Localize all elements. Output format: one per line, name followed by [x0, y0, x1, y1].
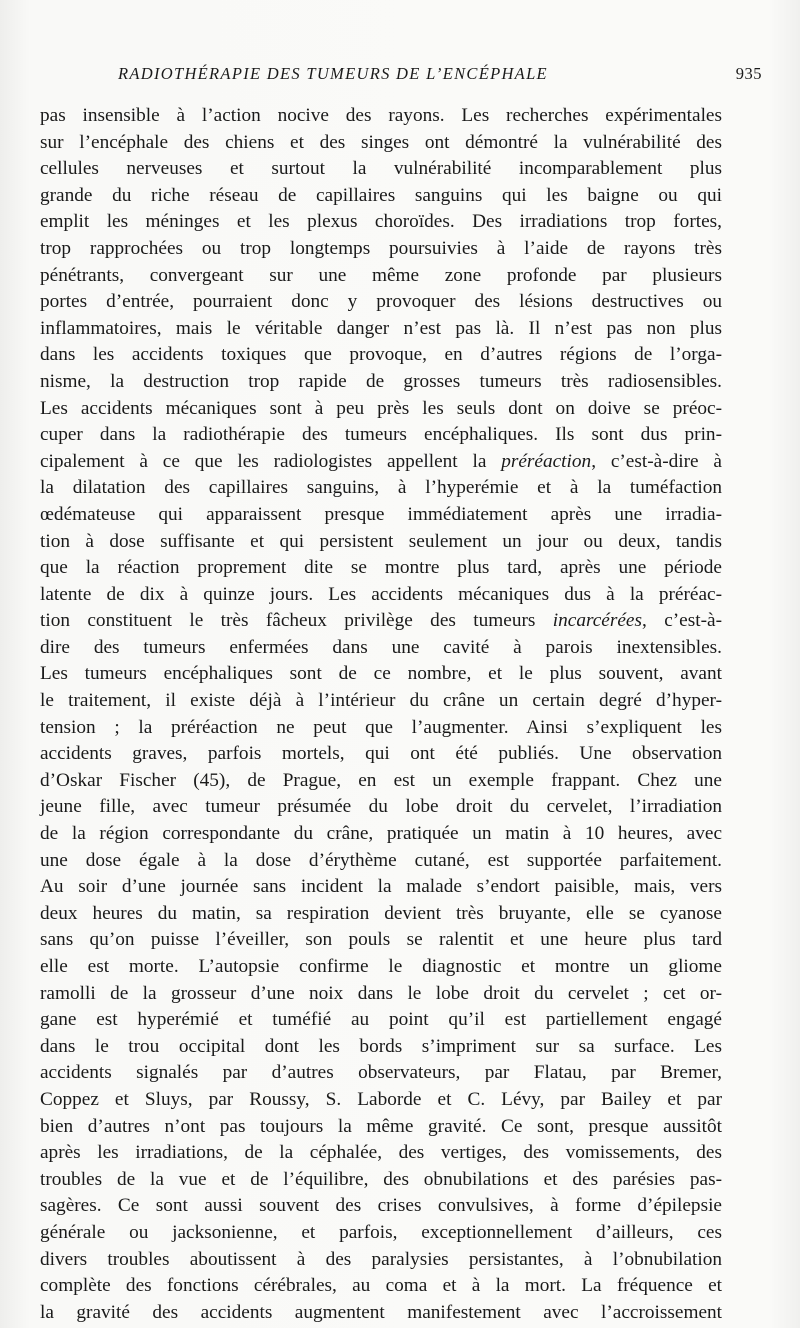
text-line: [40, 156, 722, 183]
text-segment: complète des fonctions cérébrales, au coma et à la mort. La fréquence et: [40, 1275, 722, 1297]
text-segment: cellules nerveuses et surtout la vulnérabilité incomparablement plus: [40, 158, 722, 180]
text-segment: accidents signalés par d’autres observateurs, par Flatau, par Bremer,: [40, 1062, 722, 1084]
text-line: [40, 342, 722, 369]
running-head: [40, 64, 762, 88]
text-segment: Coppez et Sluys, par Roussy, S. Laborde et C. Lévy, par Bailey et par: [40, 1088, 722, 1110]
text-segment: pas insensible à l’action nocive des rayons. Les recherches expérimentales: [40, 105, 722, 126]
text-segment: que la réaction proprement dite se montre plus tard, après une période: [40, 557, 722, 579]
text-line: [40, 715, 722, 742]
text-line: [40, 1034, 722, 1061]
text-line: [40, 289, 722, 316]
text-segment: troubles de la vue et de l’équilibre, des obnubilations et des parésies pas-: [40, 1168, 722, 1190]
text-segment: dans les accidents toxiques que provoque, en d’autres régions de l’orga-: [40, 344, 722, 366]
text-segment: œdémateuse qui apparaissent presque immédiatement après une irradia-: [40, 503, 722, 525]
text-line: [40, 555, 722, 582]
text-line: [40, 848, 722, 875]
text-line: [40, 741, 722, 768]
text-segment: portes d’entrée, pourraient donc y provoquer des lésions destructives ou: [40, 291, 722, 313]
text-segment: Au soir d’une journée sans incident la malade s’endort paisible, mais, vers: [40, 876, 722, 898]
text-line: [40, 1007, 722, 1034]
text-segment: sans qu’on puisse l’éveiller, son pouls se ralentit et une heure plus tard: [40, 929, 722, 951]
text-segment: une dose égale à la dose d’érythème cutané, est supportée parfaitement.: [40, 849, 722, 871]
text-line: [40, 1247, 722, 1274]
text-segment: Les tumeurs encéphaliques sont de ce nombre, et le plus souvent, avant: [40, 663, 722, 685]
text-segment: Les accidents mécaniques sont à peu près les seuls dont on doive se préoc-: [40, 397, 722, 419]
text-line: [40, 661, 722, 688]
text-line: [40, 1273, 722, 1300]
text-line: [40, 635, 722, 662]
text-segment: générale ou jacksonienne, et parfois, exceptionnellement d’ailleurs, ces: [40, 1221, 722, 1243]
text-segment: divers troubles aboutissent à des paralysies persistantes, à l’obnubilation: [40, 1248, 722, 1270]
text-line: [40, 183, 722, 210]
text-segment: d’Oskar Fischer (45), de Prague, en est un exemple frappant. Chez une: [40, 769, 722, 791]
text-segment: jeune fille, avec tumeur présumée du lobe droit du cervelet, l’irradiation: [40, 796, 722, 818]
page-number: 935: [735, 64, 762, 83]
text-line: [40, 449, 722, 476]
text-line: [40, 1087, 722, 1114]
text-segment: de la région correspondante du crâne, pratiquée un matin à 10 heures, avec: [40, 823, 722, 845]
text-segment: le traitement, il existe déjà à l’intérieur du crâne un certain degré d’hyper-: [40, 690, 722, 712]
text-segment: cuper dans la radiothérapie des tumeurs encéphaliques. Ils sont dus prin-: [40, 424, 722, 446]
text-segment: nisme, la destruction trop rapide de grosses tumeurs très radiosensibles.: [40, 370, 722, 392]
body-paragraph: [40, 103, 722, 1326]
text-segment: grande du riche réseau de capillaires sanguins qui les baigne ou qui: [40, 184, 722, 206]
text-segment: tion constituent le très fâcheux privilège des tumeurs: [40, 610, 553, 632]
text-segment: , c’est-à-: [642, 610, 722, 632]
text-line: [40, 236, 722, 263]
text-line: [40, 103, 722, 130]
text-line: [40, 130, 722, 157]
text-segment: gane est hyperémié et tuméfié au point qu’il est partiellement engagé: [40, 1009, 722, 1031]
text-line: [40, 475, 722, 502]
text-segment: dire des tumeurs enfermées dans une cavité à parois inextensibles.: [40, 636, 722, 658]
text-segment: après les irradiations, de la céphalée, des vertiges, des vomissements, des: [40, 1142, 722, 1164]
italic-term: préréaction: [501, 450, 592, 472]
text-segment: sagères. Ce sont aussi souvent des crises convulsives, à forme d’épilepsie: [40, 1195, 722, 1217]
text-segment: tion à dose suffisante et qui persistent seulement un jour ou deux, tandis: [40, 530, 722, 552]
text-line: [40, 688, 722, 715]
text-line: [40, 1300, 722, 1327]
text-segment: emplit les méninges et les plexus choroïdes. Des irradiations trop fortes,: [40, 211, 722, 233]
text-segment: , c’est-à-dire à: [591, 450, 722, 472]
text-line: [40, 1060, 722, 1087]
text-line: [40, 874, 722, 901]
text-line: [40, 422, 722, 449]
running-title: RADIOTHÉRAPIE DES TUMEURS DE L’ENCÉPHALE: [118, 64, 548, 83]
text-line: [40, 794, 722, 821]
text-segment: dans le trou occipital dont les bords s’impriment sur sa surface. Les: [40, 1035, 722, 1057]
text-line: [40, 1220, 722, 1247]
text-segment: inflammatoires, mais le véritable danger n’est pas là. Il n’est pas non plus: [40, 317, 722, 339]
text-line: [40, 502, 722, 529]
text-segment: tension ; la préréaction ne peut que l’augmenter. Ainsi s’expliquent les: [40, 716, 722, 738]
text-segment: elle est morte. L’autopsie confirme le diagnostic et montre un gliome: [40, 956, 722, 977]
text-segment: sur l’encéphale des chiens et des singes ont démontré la vulnérabilité des: [40, 131, 722, 153]
text-line: [40, 316, 722, 343]
text-segment: la gravité des accidents augmentent manifestement avec l’accroissement: [40, 1301, 722, 1323]
text-line: [40, 901, 722, 928]
text-line: [40, 529, 722, 556]
text-segment: latente de dix à quinze jours. Les accidents mécaniques dus à la préréac-: [40, 583, 722, 605]
text-segment: trop rapprochées ou trop longtemps poursuivies à l’aide de rayons très: [40, 237, 722, 259]
text-line: [40, 209, 722, 236]
text-line: [40, 954, 722, 981]
text-line: [40, 1193, 722, 1220]
text-segment: pénétrants, convergeant sur une même zone profonde par plusieurs: [40, 264, 722, 286]
italic-term: incarcérées: [552, 610, 642, 632]
text-line: [40, 1167, 722, 1194]
text-line: [40, 927, 722, 954]
text-line: [40, 981, 722, 1008]
text-segment: deux heures du matin, sa respiration devient très bruyante, elle se cyanose: [40, 902, 722, 924]
text-segment: cipalement à ce que les radiologistes appellent la: [40, 450, 502, 472]
text-line: [40, 1140, 722, 1167]
text-line: [40, 369, 722, 396]
text-segment: bien d’autres n’ont pas toujours la même gravité. Ce sont, presque aussitôt: [40, 1115, 722, 1137]
text-line: [40, 768, 722, 795]
text-line: [40, 396, 722, 423]
text-line: [40, 821, 722, 848]
text-segment: accidents graves, parfois mortels, qui ont été publiés. Une observation: [40, 743, 722, 765]
text-line: [40, 263, 722, 290]
text-line: [40, 608, 722, 635]
text-segment: ramolli de la grosseur d’une noix dans le lobe droit du cervelet ; cet or-: [40, 982, 722, 1004]
text-line: [40, 582, 722, 609]
text-line: [40, 1114, 722, 1141]
text-segment: la dilatation des capillaires sanguins, à l’hyperémie et à la tuméfaction: [40, 477, 722, 499]
